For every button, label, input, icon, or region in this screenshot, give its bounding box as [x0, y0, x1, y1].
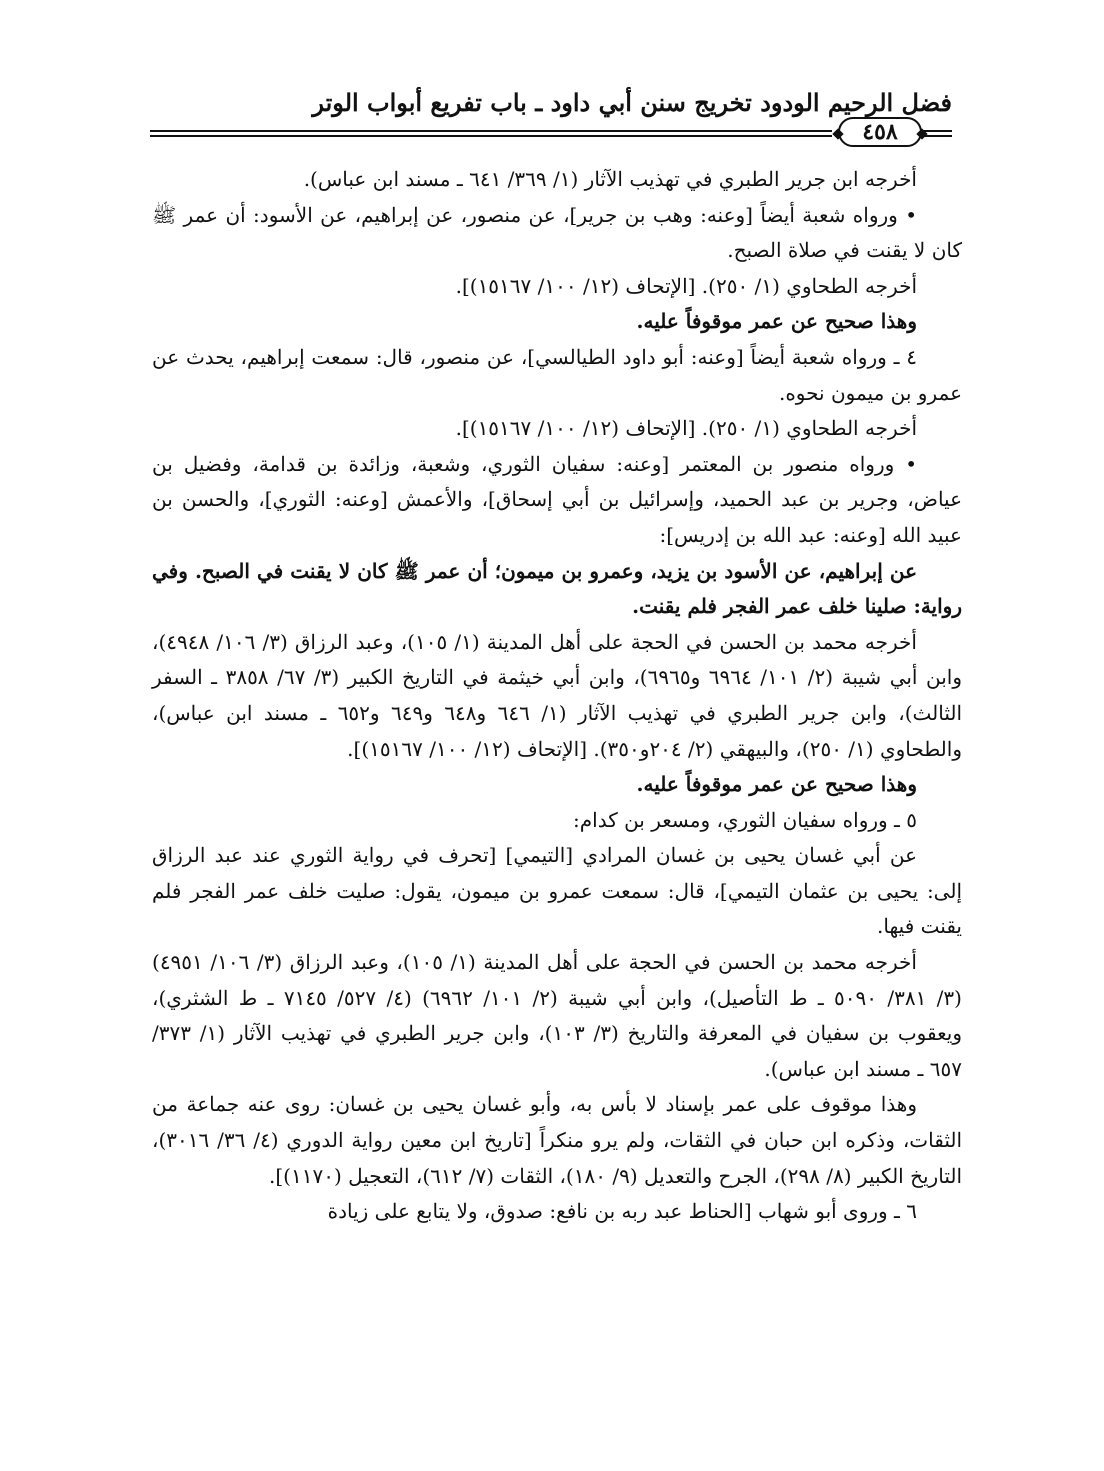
paragraph: أخرجه محمد بن الحسن في الحجة على أهل المدينة (١/ ١٠٥)، وعبد الرزاق (٣/ ١٠٦/ ٤٩٤٨)، وابن أبي شيبة (٢/ ١٠١/ ٦٩٦٤ و٦٩٦٥)، وابن أبي خيثمة في التاريخ الكبير (٣/ ٦٧/ ٣٨٥٨ ـ السفر الثالث)، وابن جرير الطبري في تهذيب الآثار (١/ ٦٤٦ و٦٤٨ و٦٤٩ و٦٥٢ ـ مسند ابن عباس)، والطحاوي (١/ ٢٥٠)، والبيهقي (٢/ ٢٠٤و٣٥٠). [الإتحاف (١٢/ ١٠٠/ ١٥١٦٧)]. — [152, 629, 963, 761]
paragraph: أخرجه الطحاوي (١/ ٢٥٠). [الإتحاف (١٢/ ١٠٠/ ١٥١٦٧)]. — [455, 273, 917, 298]
running-header-title: فضل الرحيم الودود تخريج سنن أبي داود ـ باب تفريع أبواب الوتر — [312, 88, 952, 117]
page-body — [152, 162, 962, 1230]
paragraph: وهذا صحيح عن عمر موقوفاً عليه. — [636, 309, 917, 334]
paragraph: ٦ ـ وروى أبو شهاب [الحناط عبد ربه بن نافع: صدوق، ولا يتابع على زيادة — [327, 1199, 917, 1224]
paragraph: وهذا موقوف على عمر بإسناد لا بأس به، وأبو غسان يحيى بن غسان: روى عنه جماعة من الثقات، وذكره ابن حبان في الثقات، ولم يرو منكراً [تاريخ ابن معين رواية الدوري (٤/ ٣٦/ ٣٠١٦)، التاريخ الكبير (٨/ ٢٩٨)، الجرح والتعديل (٩/ ١٨٠)، الثقات (٧/ ٦١٢)، التعجيل (١١٧٠)]. — [152, 1092, 963, 1188]
page-number-badge: ٤٥٨ — [838, 117, 922, 147]
paragraph: • ورواه شعبة أيضاً [وعنه: وهب بن جرير]، عن منصور، عن إبراهيم، عن الأسود: أن عمر ﷺ كان لا يقنت في صلاة الصبح. — [152, 202, 962, 263]
paragraph: • ورواه منصور بن المعتمر [وعنه: سفيان الثوري، وشعبة، وزائدة بن قدامة، وفضيل بن عياض، وجرير بن عبد الحميد، وإسرائيل بن أبي إسحاق]، والأعمش [وعنه: الثوري]، والحسن بن عبيد الله [وعنه: عبد الله بن إدريس]: — [152, 451, 963, 547]
header-rule — [150, 135, 832, 137]
paragraph: أخرجه ابن جرير الطبري في تهذيب الآثار (١/ ٣٦٩/ ٦٤١ ـ مسند ابن عباس). — [303, 167, 917, 191]
paragraph: ٤ ـ ورواه شعبة أيضاً [وعنه: أبو داود الطيالسي]، عن منصور، قال: سمعت إبراهيم، يحدث عن عمرو بن ميمون نحوه. — [152, 344, 962, 405]
header-rule — [150, 130, 832, 132]
paragraph: عن أبي غسان يحيى بن غسان المرادي [التيمي] [تحرف في رواية الثوري عند عبد الرزاق إلى: يحيى بن عثمان التيمي]، قال: سمعت عمرو بن ميمون، يقول: صليت خلف عمر الفجر فلم يقنت فيها. — [152, 843, 962, 939]
paragraph: أخرجه الطحاوي (١/ ٢٥٠). [الإتحاف (١٢/ ١٠٠/ ١٥١٦٧)]. — [455, 416, 917, 441]
paragraph: ٥ ـ ورواه سفيان الثوري، ومسعر بن كدام: — [573, 807, 917, 832]
paragraph: عن إبراهيم، عن الأسود بن يزيد، وعمرو بن ميمون؛ أن عمر ﷺ كان لا يقنت في الصبح. وفي رواية: صلينا خلف عمر الفجر فلم يقنت. — [152, 558, 962, 619]
paragraph: أخرجه محمد بن الحسن في الحجة على أهل المدينة (١/ ١٠٥)، وعبد الرزاق (٣/ ١٠٦/ ٤٩٥١) (٣/ ٣٨١/ ٥٠٩٠ ـ ط التأصيل)، وابن أبي شيبة (٢/ ١٠١/ ٦٩٦٢) (٤/ ٥٢٧/ ٧١٤٥ ـ ط الشثري)، ويعقوب بن سفيان في المعرفة والتاريخ (٣/ ١٠٣)، وابن جرير الطبري في تهذيب الآثار (١/ ٣٧٣/ ٦٥٧ ـ مسند ابن عباس). — [152, 950, 962, 1081]
paragraph: وهذا صحيح عن عمر موقوفاً عليه. — [636, 772, 917, 797]
